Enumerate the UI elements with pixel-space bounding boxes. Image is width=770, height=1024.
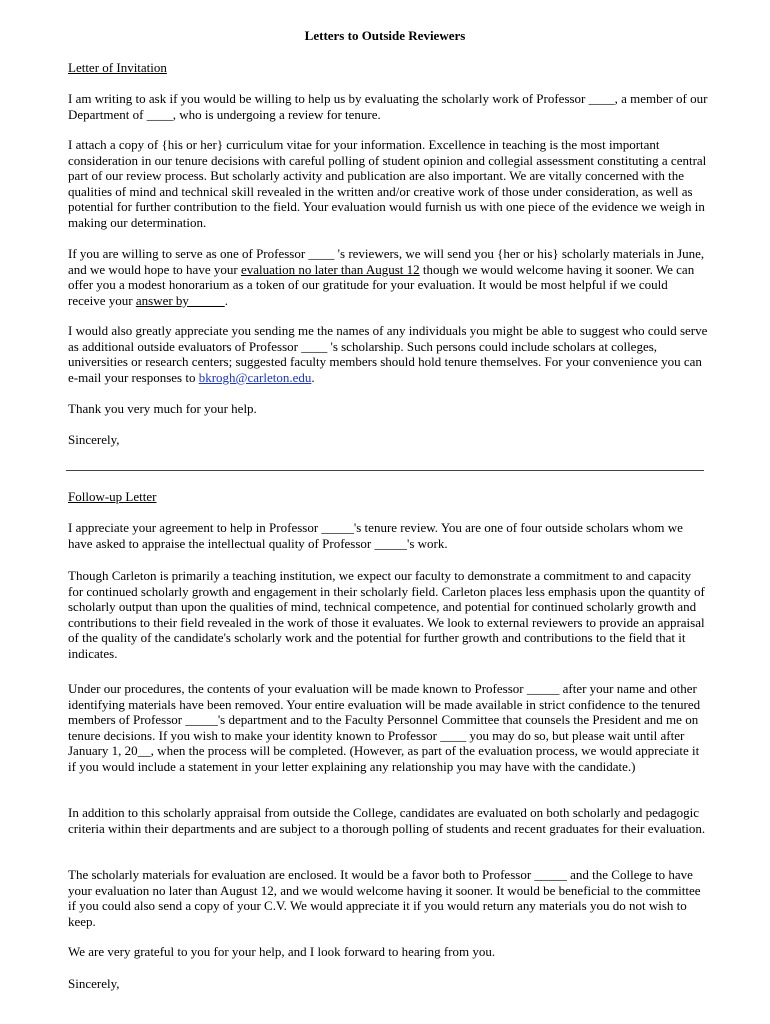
- invitation-paragraph-4: [68, 323, 708, 385]
- followup-thanks: We are very grateful to you for your help, and I look forward to hearing from you.: [68, 944, 496, 959]
- invitation-heading: Letter of Invitation: [68, 60, 167, 75]
- evaluation-deadline-underlined: evaluation no later than August 12: [240, 261, 420, 277]
- invitation-paragraph-3: [68, 246, 708, 308]
- invitation-p3-text-b: though we would welcome having it sooner. We can offer you a modest honorarium as a token of our gratitude for your evaluation. It would be most helpful if we could receive your: [68, 261, 695, 308]
- invitation-closing: Sincerely,: [68, 432, 120, 447]
- followup-paragraph-5: The scholarly materials for evaluation are enclosed. It would be a favor both to Professor _____ and the College to have your evaluation no later than August 12, and we would welcome having it sooner. It would be beneficial to the committee if you could also send a copy of your C.V. We would appreciate it if you would return any materials you do not wish to keep.: [68, 867, 701, 929]
- followup-paragraph-3: Under our procedures, the contents of your evaluation will be made known to Professor _____ after your name and other identifying materials have been removed. Your entire evaluation will be made available in strict confidence to the tenured members of Professor _____'s department and to the Faculty Personnel Committee that counsels the President and me on tenure decisions. If you wish to make your identity known to Professor ____ you may do so, but please wait until after January 1, 20__, when the process will be completed. (However, as part of the evaluation process, we would appreciate it if you would include a statement in your letter explaining any relationship you may have with the candidate.): [68, 681, 701, 774]
- email-link[interactable]: bkrogh@carleton.edu: [198, 369, 312, 385]
- invitation-p3-text-c: .: [224, 292, 228, 308]
- invitation-p3-text-a: If you are willing to serve as one of Professor ____ 's reviewers, we will send you {her or his} scholarly materials in June, and we would hope to have your: [68, 246, 705, 277]
- section-divider: [66, 470, 704, 471]
- followup-closing: Sincerely,: [68, 976, 120, 991]
- followup-paragraph-4: In addition to this scholarly appraisal from outside the College, candidates are evaluated on both scholarly and pedagogic criteria within their departments and are subject to a thorough polling of students and recent graduates for their evaluation.: [68, 805, 706, 836]
- invitation-p4-text-a: I would also greatly appreciate you sending me the names of any individuals you might be able to suggest who could serve as additional outside evaluators of Professor ____ 's scholarship. Such persons could include scholars at colleges, universities or research centers; suggested faculty members should hold tenure themselves. For your convenience you can e-mail your responses to: [68, 323, 708, 385]
- invitation-thanks: Thank you very much for your help.: [68, 401, 257, 416]
- followup-heading: Follow-up Letter: [68, 489, 157, 504]
- page-title: Letters to Outside Reviewers: [304, 28, 466, 43]
- followup-paragraph-2: Though Carleton is primarily a teaching institution, we expect our faculty to demonstrate a commitment to and capacity for continued scholarly growth and engagement in their scholarly field. Carleton places less emphasis upon the quantity of scholarly output than upon the qualities of mind, technical competence, and potential for continued scholarly growth and contributions to their field revealed in the work of those it evaluates. We look to external reviewers to provide an appraisal of the quality of the candidate's scholarly work and the potential for further growth and contributions to the field that it indicates.: [68, 568, 705, 661]
- invitation-paragraph-2: I attach a copy of {his or her} curriculum vitae for your information. Excellence in teaching is the most important consideration in our tenure decisions with careful polling of student opinion and collegial assessment constituting a central part of our review process. But scholarly activity and publication are also important. We are vitally concerned with the qualities of mind and technical skill revealed in the written and/or creative work of those under consideration, as well as potential for further contribution to the field. Your evaluation would furnish us with one piece of the evidence we weigh in making our determination.: [68, 137, 707, 230]
- invitation-paragraph-1: I am writing to ask if you would be willing to help us by evaluating the scholarly work of Professor ____, a member of our Department of ____, who is undergoing a review for tenure.: [68, 91, 708, 122]
- answer-by-underlined: answer by _____: [135, 292, 225, 308]
- followup-paragraph-1: I appreciate your agreement to help in Professor _____'s tenure review. You are one of four outside scholars whom we have asked to appraise the intellectual quality of Professor _____'s work.: [68, 520, 683, 551]
- invitation-p4-text-b: .: [311, 369, 315, 385]
